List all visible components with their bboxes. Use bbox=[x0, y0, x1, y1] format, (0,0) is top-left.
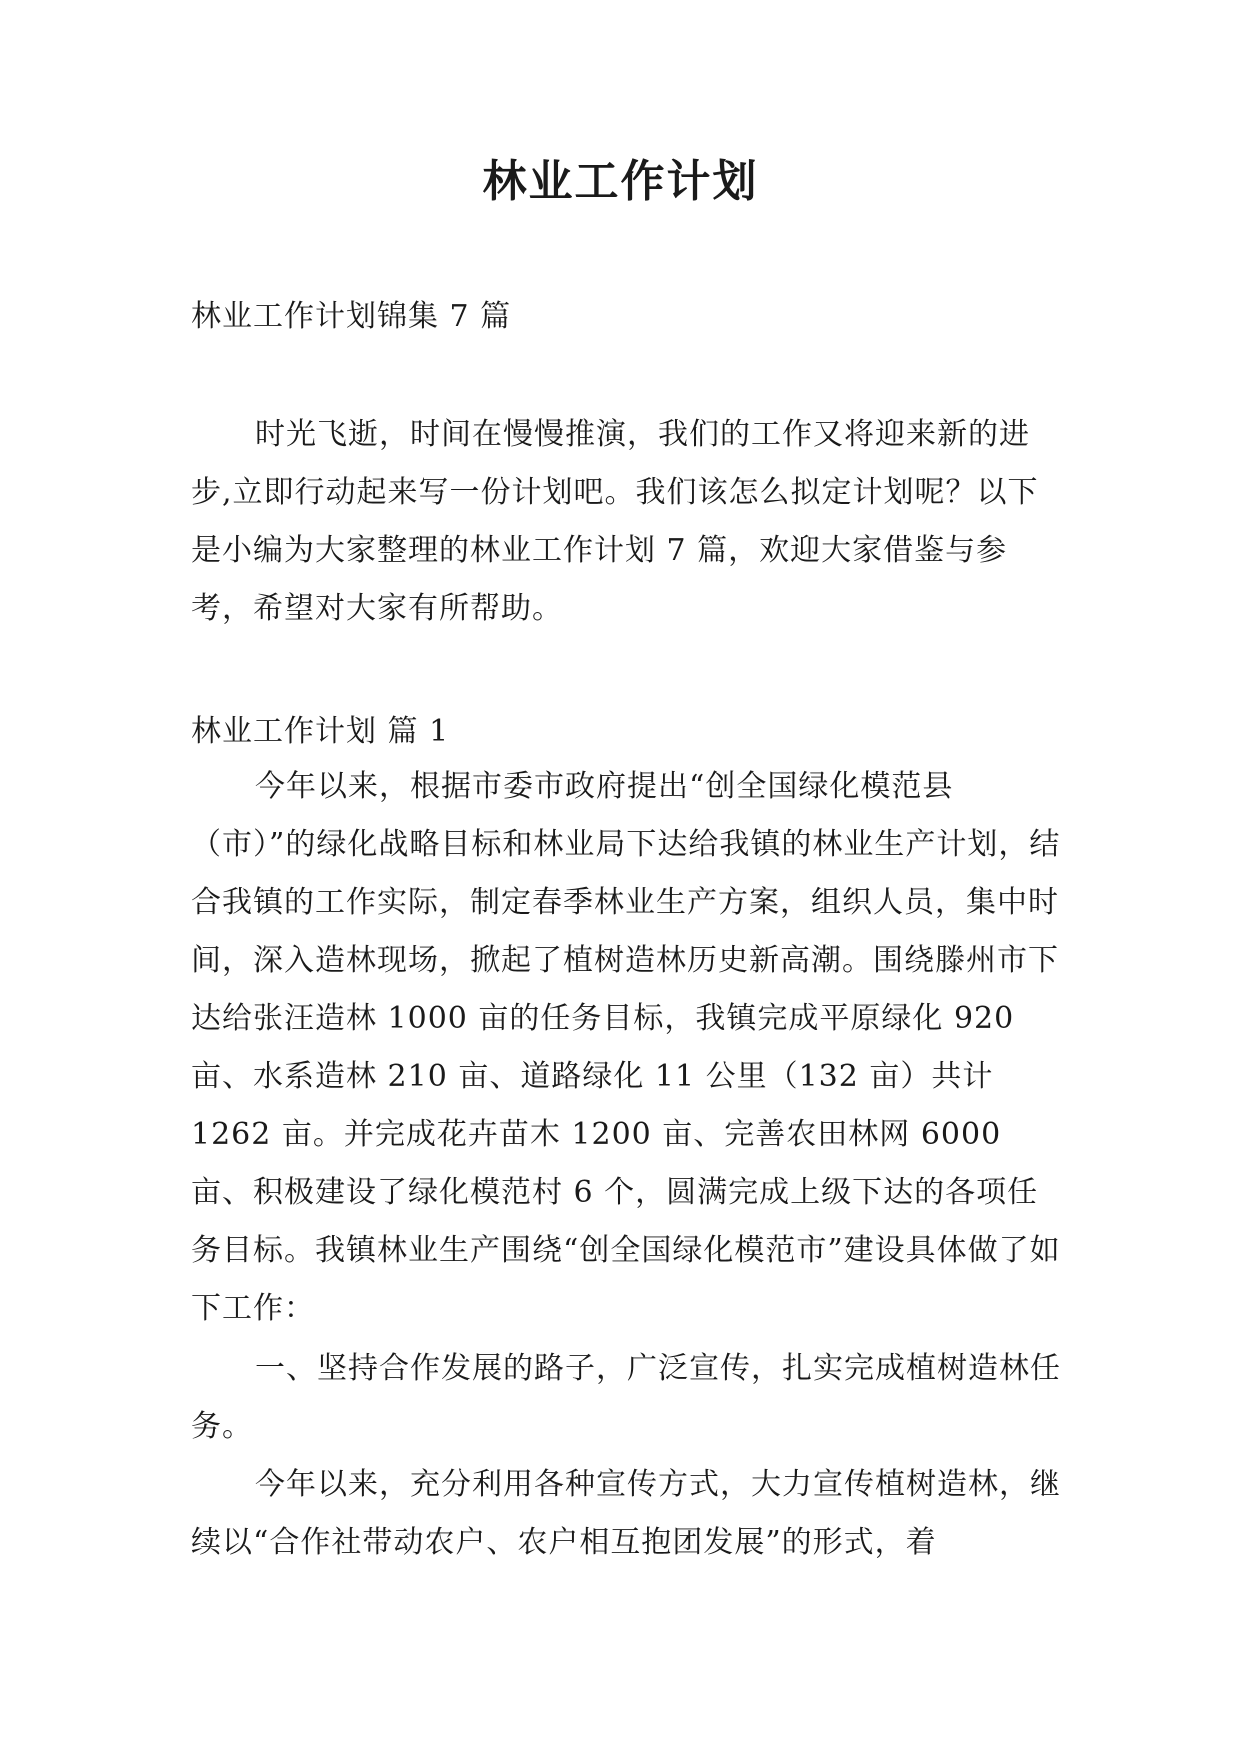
intro-paragraph: 时光飞逝，时间在慢慢推演，我们的工作又将迎来新的进步,立即行动起来写一份计划吧。我们该怎么拟定计划呢？以下是小编为大家整理的林业工作计划 7 篇，欢迎大家借鉴与参考，希望对大家有所帮助。 bbox=[191, 417, 1039, 626]
section-heading: 林业工作计划 篇 1 bbox=[191, 714, 450, 749]
body-paragraph: 一、坚持合作发展的路子，广泛宣传，扎实完成植树造林任务。 bbox=[191, 1351, 1061, 1444]
document-title: 林业工作计划 bbox=[482, 156, 759, 207]
document-subtitle: 林业工作计划锦集 7 篇 bbox=[191, 299, 512, 334]
body-paragraph: 今年以来，充分利用各种宣传方式，大力宣传植树造林，继续以“合作社带动农户、农户相互抱团发展”的形式，着 bbox=[191, 1467, 1061, 1560]
body-paragraph: 今年以来，根据市委市政府提出“创全国绿化模范县（市）”的绿化战略目标和林业局下达给我镇的林业生产计划，结合我镇的工作实际，制定春季林业生产方案，组织人员，集中时间，深入造林现场，掀起了植树造林历史新高潮。围绕滕州市下达给张汪造林 1000 亩的任务目标，我镇完成平原绿化 920 亩、水系造林 210 亩、道路绿化 11 公里（132 亩）共计 1262 亩。并完成花卉苗木 1200 亩、完善农田林网 6000 亩、积极建设了绿化模范村 6 个，圆满完成上级下达的各项任务目标。我镇林业生产围绕“创全国绿化模范市”建设具体做了如下工作： bbox=[191, 769, 1061, 1326]
